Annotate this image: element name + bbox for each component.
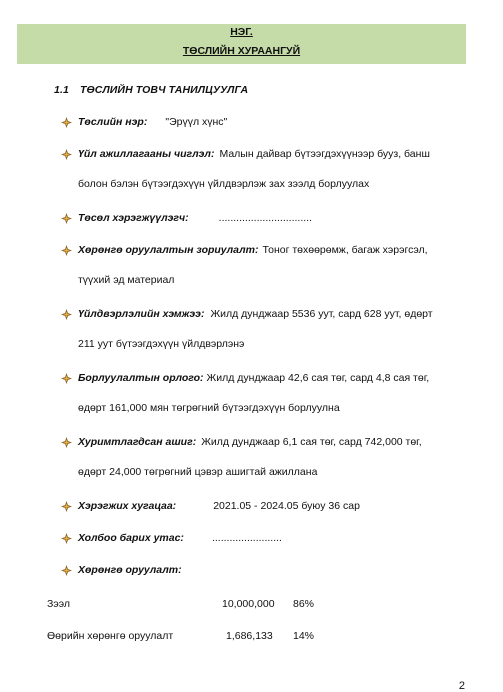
funding-name: Өөрийн хөрөнгө оруулалт	[47, 630, 174, 642]
page-number: 2	[458, 680, 465, 692]
item-contact-phone	[78, 530, 470, 546]
star-bullet-icon	[61, 565, 72, 576]
item-label: Төслийн нэр:	[78, 116, 148, 128]
chapter-title: ТӨСЛИЙН ХУРААНГУЙ	[182, 45, 301, 57]
item-accumulated-profit	[78, 434, 470, 450]
funding-amount: 1,686,133	[226, 630, 273, 642]
item-continuation: болон бэлэн бүтээгдэхүүн үйлдвэрлэж зах зээлд борлуулах	[78, 178, 370, 190]
item-value: Жилд дунджаар 6,1 сая төг, сард 742,000 төг,	[201, 436, 422, 448]
star-bullet-icon	[61, 309, 72, 320]
funding-percent: 14%	[293, 630, 315, 642]
chapter-number: НЭГ.	[230, 26, 253, 38]
star-bullet-icon	[61, 213, 72, 224]
item-duration	[78, 498, 470, 514]
item-continuation: өдөрт 24,000 төгрөгний цэвэр ашигтай ажиллана	[78, 466, 318, 478]
item-continuation: түүхий эд материал	[78, 274, 175, 286]
star-bullet-icon	[61, 117, 72, 128]
item-project-name	[78, 114, 470, 130]
item-label: Борлуулалтын орлого:	[78, 372, 204, 384]
item-value: ........................	[211, 532, 282, 544]
item-investment	[78, 562, 470, 578]
star-bullet-icon	[61, 501, 72, 512]
item-investment-purpose	[78, 242, 470, 258]
star-bullet-icon	[61, 373, 72, 384]
item-label: Үйлдвэрлэлийн хэмжээ:	[78, 308, 205, 320]
section-header-band	[17, 24, 466, 64]
star-bullet-icon	[61, 437, 72, 448]
funding-name: Зээл	[47, 598, 70, 610]
item-label: Холбоо барих утас:	[78, 532, 184, 544]
item-value: ................................	[218, 212, 313, 224]
item-value: Жилд дунджаар 5536 уут, сард 628 уут, өдөрт	[210, 308, 433, 320]
funding-percent: 86%	[293, 598, 315, 610]
star-bullet-icon	[61, 245, 72, 256]
item-label: Үйл ажиллагааны чиглэл:	[78, 148, 215, 160]
item-sales-revenue	[78, 370, 470, 386]
star-bullet-icon	[61, 533, 72, 544]
item-label: Хөрөнгө оруулалт:	[78, 564, 182, 576]
item-value: Тоног төхөөрөмж, багаж хэрэгсэл,	[262, 244, 428, 256]
item-activity-direction	[78, 146, 470, 162]
item-value: Жилд дунджаар 42,6 сая төг, сард 4,8 сая төг,	[206, 372, 430, 384]
item-value: Малын дайвар бүтээгдэхүүнээр бууз, банш	[219, 148, 430, 160]
item-label: Хэрэгжих хугацаа:	[78, 500, 177, 512]
section-number: 1.1	[54, 84, 69, 96]
item-label: Хуримтлагдсан ашиг:	[78, 436, 197, 448]
item-label: Хөрөнгө оруулалтын зориулалт:	[78, 244, 259, 256]
item-implementer	[78, 210, 470, 226]
funding-amount: 10,000,000	[222, 598, 275, 610]
section-heading	[54, 84, 248, 96]
item-continuation: өдөрт 161,000 мян төгрөгний бүтээгдэхүүн борлуулна	[78, 402, 340, 414]
item-value: 2021.05 - 2024.05 буюу 36 сар	[213, 500, 360, 512]
item-continuation: 211 уут бүтээгдэхүүн үйлдвэрлэнэ	[78, 338, 245, 350]
item-label: Төсөл хэрэгжүүлэгч:	[78, 212, 189, 224]
star-bullet-icon	[61, 149, 72, 160]
item-value: "Эрүүл хүнс"	[165, 116, 228, 128]
section-title: ТӨСЛИЙН ТОВЧ ТАНИЛЦУУЛГА	[80, 84, 249, 96]
item-production-volume	[78, 306, 470, 322]
